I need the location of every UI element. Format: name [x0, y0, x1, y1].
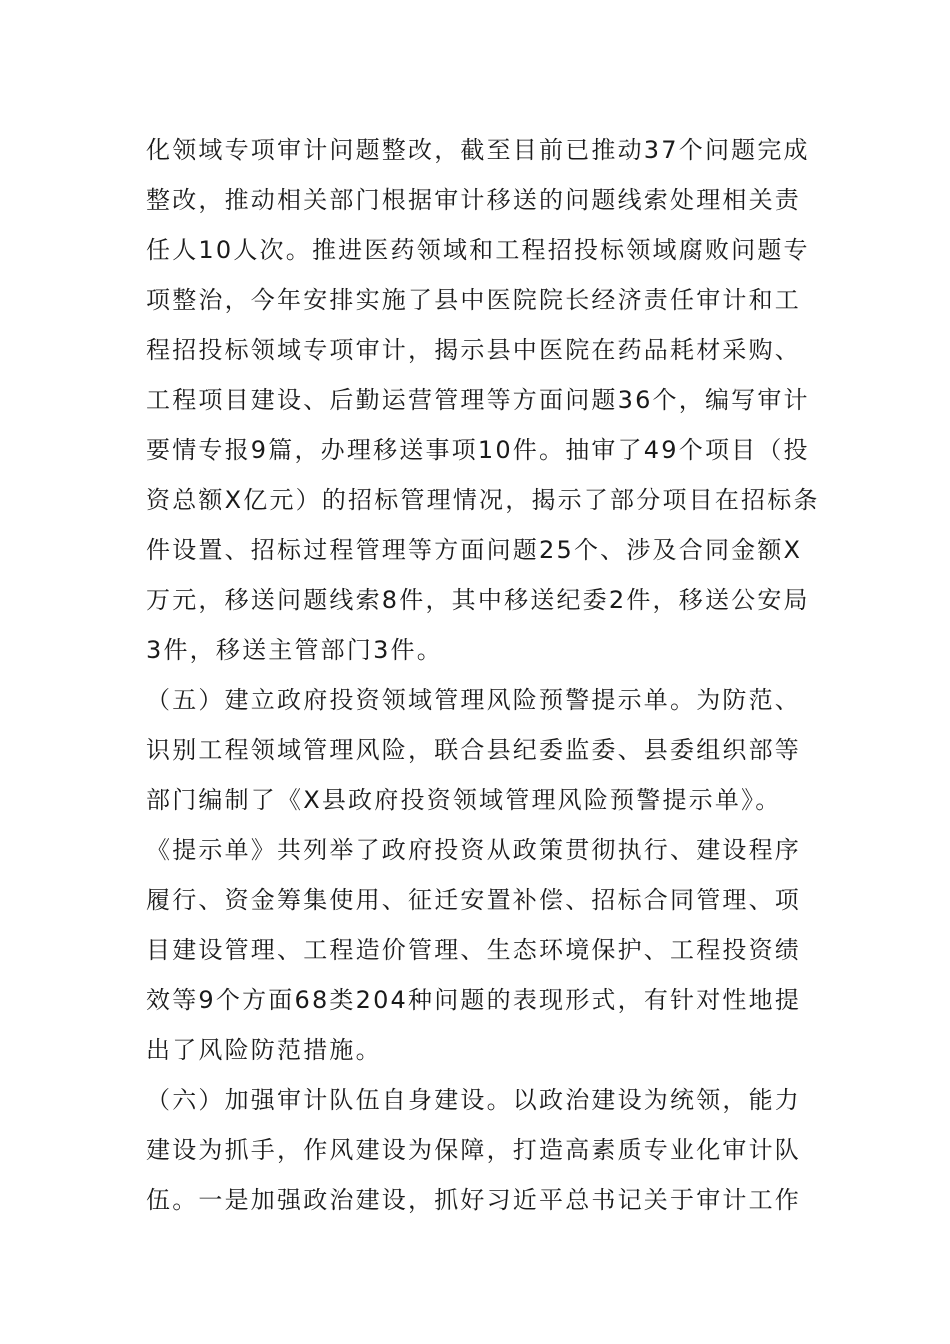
text-line: 任人10人次。推进医药领域和工程招投标领域腐败问题专	[146, 236, 810, 264]
text-line: 化领域专项审计问题整改，截至目前已推动37个问题完成	[146, 136, 810, 164]
text-line: 效等9个方面68类204种问题的表现形式，有针对性地提	[146, 986, 802, 1014]
text-line: 识别工程领域管理风险，联合县纪委监委、县委组织部等	[146, 736, 801, 764]
text-line: 3件，移送主管部门3件。	[146, 636, 443, 664]
text-line: 要情专报9篇，办理移送事项10件。抽审了49个项目（投	[146, 436, 810, 464]
text-line: 件设置、招标过程管理等方面问题25个、涉及合同金额X	[146, 536, 803, 564]
text-line: 《提示单》共列举了政府投资从政策贯彻执行、建设程序	[146, 836, 801, 864]
text-line: 目建设管理、工程造价管理、生态环境保护、工程投资绩	[146, 936, 801, 964]
text-line: 伍。一是加强政治建设，抓好习近平总书记关于审计工作	[146, 1186, 801, 1214]
text-line: 程招投标领域专项审计，揭示县中医院在药品耗材采购、	[146, 336, 801, 364]
text-line: 出了风险防范措施。	[146, 1036, 382, 1064]
text-line: 部门编制了《X县政府投资领域管理风险预警提示单》。	[146, 786, 782, 814]
text-line: 建设为抓手，作风建设为保障，打造高素质专业化审计队	[146, 1136, 801, 1164]
text-line: 项整治，今年安排实施了县中医院院长经济责任审计和工	[146, 286, 801, 314]
text-line: 整改，推动相关部门根据审计移送的问题线索处理相关责	[146, 186, 801, 214]
text-line: 资总额X亿元）的招标管理情况，揭示了部分项目在招标条	[146, 486, 820, 514]
section-heading-line: （五）建立政府投资领域管理风险预警提示单。为防范、	[146, 686, 801, 714]
text-line: 履行、资金筹集使用、征迁安置补偿、招标合同管理、项	[146, 886, 801, 914]
text-line: 工程项目建设、后勤运营管理等方面问题36个，编写审计	[146, 386, 810, 414]
section-heading-line: （六）加强审计队伍自身建设。以政治建设为统领，能力	[146, 1086, 801, 1114]
text-line: 万元，移送问题线索8件，其中移送纪委2件，移送公安局	[146, 586, 810, 614]
